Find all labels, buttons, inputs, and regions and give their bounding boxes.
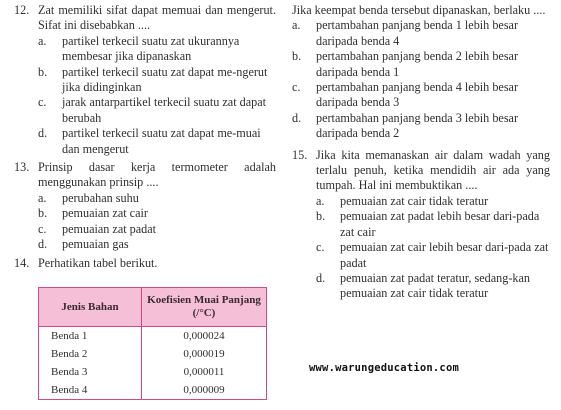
option-a: a. pemuaian zat cair tidak teratur [316,193,489,208]
table-row [39,381,267,400]
table-row [39,327,267,346]
table-cell: 0,000009 [142,381,267,400]
question-number: 14. [14,255,30,270]
table-cell: Benda 2 [39,345,142,363]
table-cell: 0,000011 [142,363,267,381]
question-13 [14,160,276,252]
table-cell: 0,000019 [142,345,267,363]
question-number: 12. [14,3,30,17]
option-a: a. perubahan suhu [38,190,139,205]
question-text: Perhatikan tabel berikut. [38,255,158,270]
table-cell: Benda 4 [39,381,142,400]
option-b: b. partikel terkecil suatu zat dapat me-ngerut jika didinginkan [38,64,268,95]
option-d: d. pemuaian zat padat teratur, sedang-kan pemuaian zat cair tidak teratur [316,270,531,301]
question-15 [292,148,550,302]
question-text: Jika keempat benda tersebut dipanaskan, berlaku .... [292,3,546,17]
option-b: b. pemuaian zat cair [38,206,148,221]
right-column [292,3,550,305]
question-number: 13. [14,160,30,175]
question-text: Prinsip dasar kerja termometer adalah menggunakan prinsip .... [38,160,276,190]
table-cell: 0,000024 [142,327,267,346]
option-c: c. pemuaian zat cair lebih besar dari-pada zat padat [316,240,549,270]
option-c: c. pemuaian zat padat [38,221,157,236]
option-c: c. pertambahan panjang benda 4 lebih besar daripada benda 3 [292,80,519,110]
option-d: d. pemuaian gas [38,237,129,252]
option-b: b. pemuaian zat padat lebih besar dari-pada zat cair [316,209,540,239]
table-row [39,345,267,363]
table-cell: Benda 3 [39,363,142,381]
option-a: a. partikel terkecil suatu zat ukurannya membesar jika dipanaskan [38,33,240,64]
question-14-continued [292,3,550,142]
table-cell: Benda 1 [39,327,142,346]
option-d: d. partikel terkecil suatu zat dapat me-muai dan mengerut [38,126,261,156]
question-number: 15. [292,147,308,162]
option-a: a. pertambahan panjang benda 1 lebih besar daripada benda 4 [292,18,519,48]
watermark-url: www.warungeducation.com [309,362,459,374]
question-14 [14,256,276,271]
left-column [14,3,276,274]
column-header-coefficient: Koefisien Muai Panjang (/°C) [142,288,267,327]
coefficient-table [38,287,267,400]
question-12 [14,3,276,157]
question-text: Jika kita memanaskan air dalam wadah yang terlalu penuh, ketika mendidih air ada yang tumpah. Hal ini membuktikan .... [316,147,550,193]
option-d: d. pertambahan panjang benda 3 lebih besar daripada benda 2 [292,110,519,141]
option-c: c. jarak antarpartikel terkecil suatu zat dapat berubah [38,95,267,125]
table-row [39,363,267,381]
table-header-row [39,288,267,327]
question-text: Zat memiliki sifat dapat memuai dan mengerut. Sifat ini disebabkan .... [38,3,276,33]
option-b: b. pertambahan panjang benda 2 lebih besar daripada benda 1 [292,49,519,79]
column-header-material: Jenis Bahan [39,288,142,327]
